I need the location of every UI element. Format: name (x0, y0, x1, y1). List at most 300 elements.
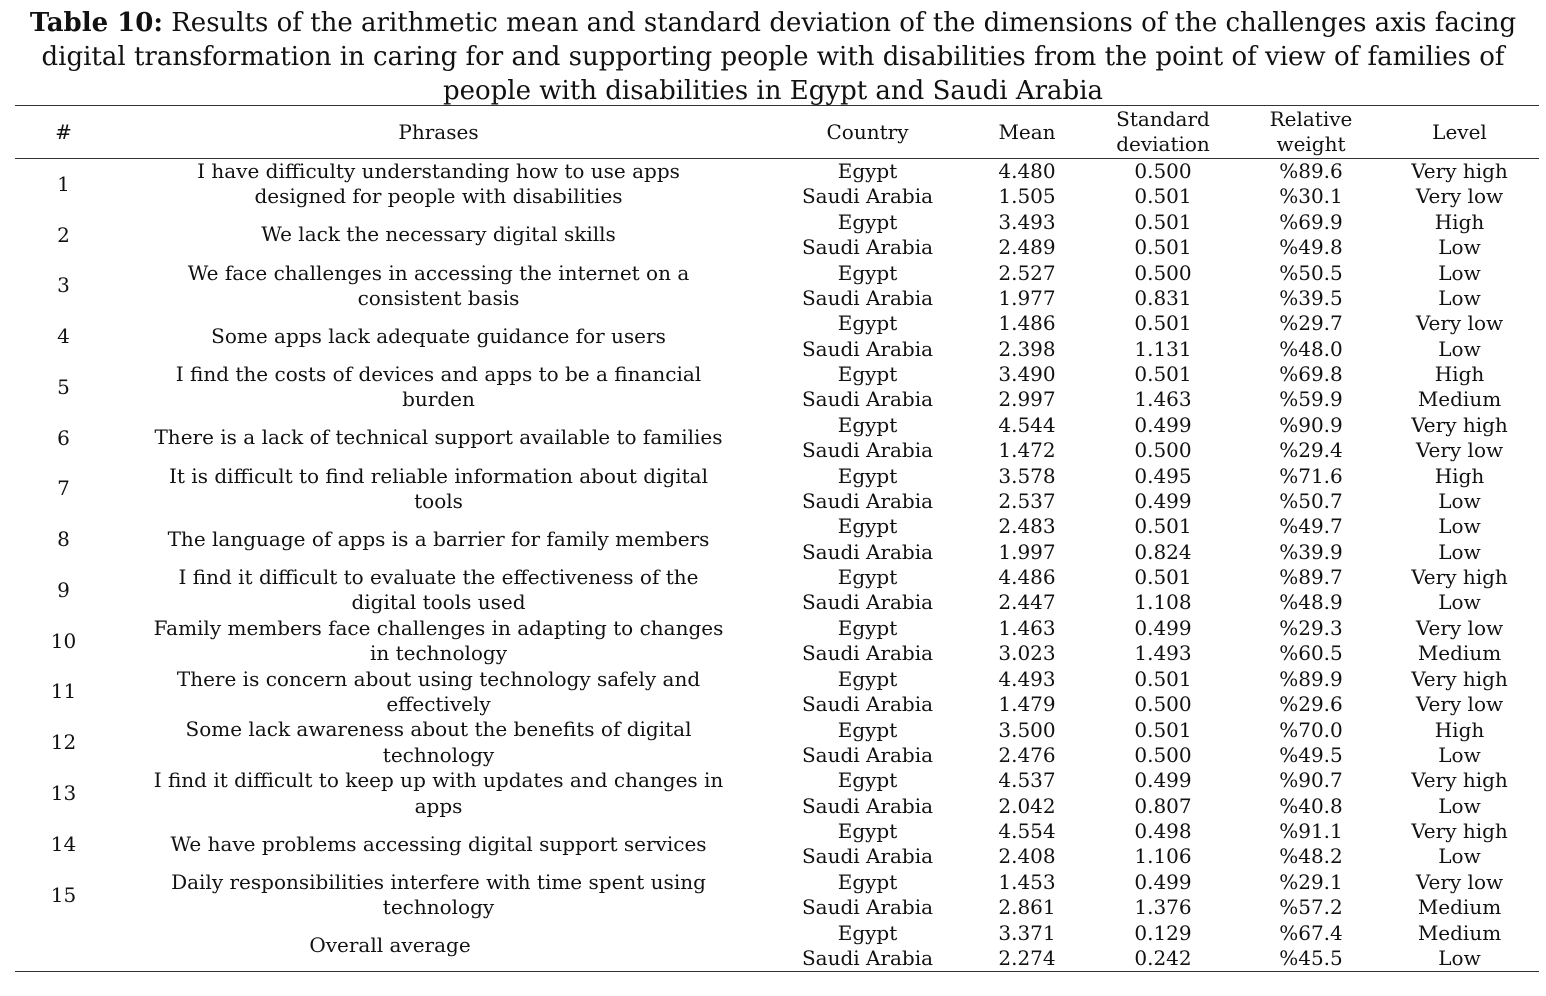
header-phrases: Phrases (112, 106, 765, 159)
header-country: Country (765, 106, 970, 159)
country-cell (765, 921, 970, 972)
row-number: 10 (50, 628, 77, 653)
standard-deviation-cell-egypt: 0.501 (1134, 565, 1192, 590)
row-number: 12 (50, 730, 77, 755)
mean-cell-saudi-arabia: 2.274 (998, 945, 1056, 970)
mean-cell-egypt: 2.527 (998, 260, 1056, 285)
phrase-cell (112, 667, 765, 718)
standard-deviation-cell-egypt: 0.500 (1134, 260, 1192, 285)
phrase-cell (112, 159, 765, 210)
relative-weight-cell (1242, 311, 1380, 362)
relative-weight-cell (1242, 413, 1380, 464)
row-number: 7 (57, 476, 70, 501)
relative-weight-cell-egypt: %91.1 (1279, 819, 1343, 844)
level-cell-saudi-arabia: Medium (1417, 641, 1502, 666)
country-cell (765, 413, 970, 464)
phrase-text: I find it difficult to evaluate the effectiveness of the digital tools used (178, 565, 699, 615)
standard-deviation-cell-egypt: 0.499 (1134, 615, 1192, 640)
country-cell-saudi-arabia: Saudi Arabia (801, 285, 934, 310)
country-cell-saudi-arabia: Saudi Arabia (801, 692, 934, 717)
standard-deviation-cell (1084, 413, 1242, 464)
level-cell (1380, 159, 1539, 210)
table-row (15, 667, 1539, 718)
standard-deviation-cell (1084, 261, 1242, 312)
standard-deviation-cell-egypt: 0.499 (1134, 869, 1192, 894)
relative-weight-cell-egypt: %70.0 (1279, 717, 1343, 742)
mean-cell-egypt: 1.463 (998, 615, 1056, 640)
standard-deviation-cell-saudi-arabia: 0.500 (1134, 692, 1192, 717)
country-cell (765, 616, 970, 667)
standard-deviation-cell-egypt: 0.501 (1134, 311, 1192, 336)
country-cell (765, 514, 970, 565)
mean-cell-egypt: 3.490 (998, 362, 1056, 387)
standard-deviation-cell (1084, 311, 1242, 362)
level-cell-egypt: Very high (1411, 159, 1508, 184)
mean-cell-saudi-arabia: 2.537 (998, 488, 1056, 513)
row-number: 11 (50, 679, 77, 704)
mean-cell (970, 870, 1084, 921)
phrase-text: I have difficulty understanding how to use apps designed for people with disabilities (197, 159, 680, 209)
relative-weight-cell-egypt: %49.7 (1279, 514, 1343, 539)
standard-deviation-cell-egypt: 0.501 (1134, 362, 1192, 387)
relative-weight-cell-saudi-arabia: %49.8 (1279, 235, 1343, 260)
mean-cell (970, 616, 1084, 667)
mean-cell-saudi-arabia: 2.408 (998, 844, 1056, 869)
level-cell-saudi-arabia: Very low (1415, 184, 1504, 209)
country-cell-egypt: Egypt (837, 209, 898, 234)
level-cell-egypt: High (1434, 717, 1485, 742)
level-cell (1380, 311, 1539, 362)
mean-cell (970, 717, 1084, 768)
row-number: 4 (57, 324, 70, 348)
mean-cell-egypt: 2.483 (998, 514, 1056, 539)
results-table (15, 105, 1539, 972)
level-cell-saudi-arabia: Low (1438, 742, 1481, 767)
table-row (15, 210, 1539, 261)
level-cell-egypt: Low (1438, 514, 1481, 539)
mean-cell-egypt: 3.578 (998, 463, 1056, 488)
country-cell-saudi-arabia: Saudi Arabia (801, 793, 934, 818)
level-cell (1380, 565, 1539, 616)
row-number: 5 (57, 374, 70, 399)
phrase-cell (112, 616, 765, 667)
table-row (15, 616, 1539, 667)
level-cell-egypt: Very low (1415, 615, 1504, 640)
standard-deviation-cell (1084, 514, 1242, 565)
country-cell-saudi-arabia: Saudi Arabia (801, 235, 934, 260)
mean-cell-saudi-arabia: 1.479 (998, 692, 1056, 717)
row-number: 8 (57, 527, 70, 551)
mean-cell-egypt: 4.486 (998, 565, 1056, 590)
mean-cell (970, 261, 1084, 312)
standard-deviation-cell-saudi-arabia: 0.831 (1134, 285, 1192, 310)
relative-weight-cell (1242, 667, 1380, 718)
mean-cell (970, 362, 1084, 413)
mean-cell (970, 413, 1084, 464)
country-cell-saudi-arabia: Saudi Arabia (801, 945, 934, 970)
phrase-cell (112, 311, 765, 362)
country-cell-egypt: Egypt (837, 869, 898, 894)
relative-weight-cell-saudi-arabia: %48.2 (1279, 844, 1343, 869)
country-cell-saudi-arabia: Saudi Arabia (801, 488, 934, 513)
phrase-text: Family members face challenges in adapting to changes in technology (153, 615, 724, 666)
relative-weight-cell (1242, 819, 1380, 870)
standard-deviation-cell-egypt: 0.499 (1134, 412, 1192, 437)
relative-weight-cell (1242, 921, 1380, 972)
level-cell-egypt: High (1434, 362, 1485, 387)
country-cell-egypt: Egypt (837, 565, 898, 590)
header-row (15, 106, 1539, 159)
level-cell-egypt: Very high (1411, 412, 1508, 437)
mean-cell-egypt: 4.537 (998, 768, 1056, 793)
level-cell-egypt: Medium (1417, 920, 1502, 945)
country-cell-egypt: Egypt (837, 920, 898, 945)
standard-deviation-cell-saudi-arabia: 0.500 (1134, 438, 1192, 463)
mean-cell-saudi-arabia: 1.505 (998, 184, 1056, 209)
mean-cell (970, 311, 1084, 362)
mean-cell (970, 667, 1084, 718)
phrase-text: Some lack awareness about the benefits of digital technology (185, 717, 692, 767)
relative-weight-cell-egypt: %29.3 (1279, 615, 1343, 640)
standard-deviation-cell-egypt: 0.129 (1134, 920, 1192, 945)
level-cell (1380, 616, 1539, 667)
row-number: 6 (57, 425, 70, 450)
phrase-cell (112, 261, 765, 312)
country-cell-egypt: Egypt (837, 514, 898, 539)
relative-weight-cell (1242, 210, 1380, 261)
country-cell-saudi-arabia: Saudi Arabia (801, 641, 934, 666)
table-row (15, 261, 1539, 312)
mean-cell (970, 768, 1084, 819)
mean-cell (970, 159, 1084, 210)
level-cell (1380, 768, 1539, 819)
standard-deviation-cell-saudi-arabia: 0.807 (1134, 793, 1192, 818)
country-cell (765, 717, 970, 768)
mean-cell (970, 464, 1084, 515)
country-cell (765, 159, 970, 210)
row-number: 9 (57, 577, 70, 602)
level-cell (1380, 261, 1539, 312)
level-cell (1380, 362, 1539, 413)
country-cell-egypt: Egypt (837, 159, 898, 184)
level-cell-saudi-arabia: Low (1438, 844, 1481, 869)
country-cell-saudi-arabia: Saudi Arabia (801, 336, 934, 361)
relative-weight-cell-saudi-arabia: %39.5 (1279, 285, 1343, 310)
country-cell-egypt: Egypt (837, 260, 898, 285)
country-cell (765, 464, 970, 515)
table-row (15, 311, 1539, 362)
standard-deviation-cell (1084, 768, 1242, 819)
mean-cell-saudi-arabia: 2.398 (998, 336, 1056, 361)
mean-cell-saudi-arabia: 2.042 (998, 793, 1056, 818)
header-number: # (15, 106, 112, 159)
relative-weight-cell-egypt: %29.1 (1279, 869, 1343, 894)
country-cell (765, 261, 970, 312)
country-cell-saudi-arabia: Saudi Arabia (801, 184, 934, 209)
table-row (15, 717, 1539, 768)
country-cell (765, 768, 970, 819)
relative-weight-cell-egypt: %29.7 (1279, 311, 1343, 336)
country-cell-egypt: Egypt (837, 768, 898, 793)
standard-deviation-cell (1084, 616, 1242, 667)
phrase-text: There is a lack of technical support available to families (154, 425, 723, 450)
country-cell-saudi-arabia: Saudi Arabia (801, 438, 934, 463)
level-cell-saudi-arabia: Low (1438, 336, 1481, 361)
country-cell-egypt: Egypt (837, 666, 898, 691)
relative-weight-cell-egypt: %50.5 (1279, 260, 1343, 285)
standard-deviation-cell-saudi-arabia: 0.242 (1134, 945, 1192, 970)
phrase-text: Some apps lack adequate guidance for users (211, 323, 666, 348)
table-row (15, 870, 1539, 921)
country-cell-egypt: Egypt (837, 412, 898, 437)
header-relative-weight: Relative weight (1242, 106, 1380, 159)
mean-cell (970, 819, 1084, 870)
mean-cell-saudi-arabia: 2.476 (998, 742, 1056, 767)
level-cell-saudi-arabia: Low (1438, 285, 1481, 310)
relative-weight-cell (1242, 616, 1380, 667)
standard-deviation-cell (1084, 565, 1242, 616)
relative-weight-cell-egypt: %69.8 (1279, 362, 1343, 387)
mean-cell-saudi-arabia: 2.997 (998, 387, 1056, 412)
level-cell-saudi-arabia: Medium (1417, 895, 1502, 920)
relative-weight-cell-saudi-arabia: %30.1 (1279, 184, 1343, 209)
mean-cell-saudi-arabia: 2.489 (998, 235, 1056, 260)
relative-weight-cell-saudi-arabia: %57.2 (1279, 895, 1343, 920)
row-number: 13 (50, 781, 77, 805)
phrase-cell (112, 464, 765, 515)
level-cell-egypt: Very high (1411, 565, 1508, 590)
country-cell (765, 210, 970, 261)
standard-deviation-cell-saudi-arabia: 1.376 (1134, 895, 1192, 920)
phrase-text: The language of apps is a barrier for family members (167, 526, 710, 551)
relative-weight-cell-egypt: %69.9 (1279, 209, 1343, 234)
standard-deviation-cell (1084, 717, 1242, 768)
mean-cell (970, 921, 1084, 972)
level-cell (1380, 667, 1539, 718)
level-cell (1380, 210, 1539, 261)
phrase-cell (112, 514, 765, 565)
country-cell (765, 311, 970, 362)
standard-deviation-cell (1084, 667, 1242, 718)
level-cell-saudi-arabia: Low (1438, 488, 1481, 513)
level-cell-saudi-arabia: Very low (1415, 438, 1504, 463)
mean-cell-egypt: 1.486 (998, 311, 1056, 336)
relative-weight-cell-egypt: %71.6 (1279, 463, 1343, 488)
mean-cell-egypt: 3.371 (998, 920, 1056, 945)
standard-deviation-cell-saudi-arabia: 0.499 (1134, 488, 1192, 513)
country-cell (765, 565, 970, 616)
phrase-cell (112, 565, 765, 616)
caption-label: Table 10: (29, 8, 163, 38)
level-cell-saudi-arabia: Very low (1415, 692, 1504, 717)
standard-deviation-cell (1084, 464, 1242, 515)
relative-weight-cell (1242, 870, 1380, 921)
level-cell (1380, 464, 1539, 515)
mean-cell-egypt: 4.493 (998, 666, 1056, 691)
relative-weight-cell-egypt: %89.6 (1279, 159, 1343, 184)
standard-deviation-cell (1084, 870, 1242, 921)
standard-deviation-cell (1084, 210, 1242, 261)
standard-deviation-cell-egypt: 0.501 (1134, 717, 1192, 742)
relative-weight-cell-egypt: %90.7 (1279, 768, 1343, 793)
standard-deviation-cell (1084, 159, 1242, 210)
mean-cell-egypt: 3.500 (998, 717, 1056, 742)
standard-deviation-cell-saudi-arabia: 1.131 (1134, 336, 1192, 361)
table-caption (12, 6, 1534, 108)
relative-weight-cell (1242, 565, 1380, 616)
standard-deviation-cell-saudi-arabia: 1.463 (1134, 387, 1192, 412)
mean-cell-egypt: 4.554 (998, 819, 1056, 844)
relative-weight-cell-egypt: %67.4 (1279, 920, 1343, 945)
mean-cell (970, 514, 1084, 565)
standard-deviation-cell-saudi-arabia: 1.108 (1134, 590, 1192, 615)
relative-weight-cell (1242, 768, 1380, 819)
table-row (15, 565, 1539, 616)
relative-weight-cell-egypt: %89.7 (1279, 565, 1343, 590)
level-cell (1380, 413, 1539, 464)
relative-weight-cell-saudi-arabia: %29.6 (1279, 692, 1343, 717)
standard-deviation-cell-saudi-arabia: 1.106 (1134, 844, 1192, 869)
relative-weight-cell-saudi-arabia: %39.9 (1279, 539, 1343, 564)
level-cell-saudi-arabia: Low (1438, 235, 1481, 260)
table-row (15, 819, 1539, 870)
phrase-cell (112, 768, 765, 819)
relative-weight-cell-saudi-arabia: %59.9 (1279, 387, 1343, 412)
level-cell-egypt: Low (1438, 260, 1481, 285)
table-row (15, 464, 1539, 515)
row-number: 3 (57, 273, 70, 298)
mean-cell-saudi-arabia: 1.472 (998, 438, 1056, 463)
level-cell-saudi-arabia: Low (1438, 945, 1481, 970)
table-row (15, 768, 1539, 819)
row-number: 15 (50, 882, 77, 907)
row-number: 14 (50, 831, 77, 856)
standard-deviation-cell-egypt: 0.501 (1134, 209, 1192, 234)
level-cell-egypt: Very low (1415, 869, 1504, 894)
country-cell-egypt: Egypt (837, 615, 898, 640)
country-cell-saudi-arabia: Saudi Arabia (801, 742, 934, 767)
standard-deviation-cell-saudi-arabia: 0.500 (1134, 742, 1192, 767)
country-cell (765, 819, 970, 870)
level-cell-egypt: Very high (1411, 666, 1508, 691)
overall-average-row (15, 921, 1539, 972)
row-number: 1 (57, 171, 70, 196)
country-cell-egypt: Egypt (837, 717, 898, 742)
mean-cell-saudi-arabia: 2.861 (998, 895, 1056, 920)
phrase-cell (112, 870, 765, 921)
mean-cell-egypt: 4.480 (998, 159, 1056, 184)
table-row (15, 362, 1539, 413)
header-level: Level (1380, 106, 1539, 159)
phrase-text: We lack the necessary digital skills (261, 222, 616, 247)
relative-weight-cell-egypt: %89.9 (1279, 666, 1343, 691)
mean-cell-egypt: 3.493 (998, 209, 1056, 234)
table-row (15, 413, 1539, 464)
relative-weight-cell (1242, 261, 1380, 312)
level-cell (1380, 870, 1539, 921)
phrase-text: Daily responsibilities interfere with time spent using technology (171, 869, 706, 920)
relative-weight-cell-saudi-arabia: %50.7 (1279, 488, 1343, 513)
phrase-text: We have problems accessing digital support services (170, 831, 707, 856)
level-cell-egypt: Very low (1415, 311, 1504, 336)
relative-weight-cell-egypt: %90.9 (1279, 412, 1343, 437)
standard-deviation-cell (1084, 819, 1242, 870)
phrase-cell (112, 819, 765, 870)
level-cell (1380, 819, 1539, 870)
level-cell (1380, 514, 1539, 565)
relative-weight-cell-saudi-arabia: %40.8 (1279, 793, 1343, 818)
standard-deviation-cell-egypt: 0.501 (1134, 514, 1192, 539)
relative-weight-cell-saudi-arabia: %45.5 (1279, 945, 1343, 970)
phrase-text: I find it difficult to keep up with updates and changes in apps (153, 768, 724, 818)
standard-deviation-cell-saudi-arabia: 0.501 (1134, 184, 1192, 209)
level-cell-egypt: Very high (1411, 768, 1508, 793)
standard-deviation-cell-egypt: 0.495 (1134, 463, 1192, 488)
level-cell-egypt: High (1434, 463, 1485, 488)
standard-deviation-cell-egypt: 0.501 (1134, 666, 1192, 691)
country-cell-saudi-arabia: Saudi Arabia (801, 895, 934, 920)
country-cell-egypt: Egypt (837, 311, 898, 336)
table-row (15, 159, 1539, 210)
country-cell-saudi-arabia: Saudi Arabia (801, 590, 934, 615)
level-cell-saudi-arabia: Low (1438, 590, 1481, 615)
country-cell-saudi-arabia: Saudi Arabia (801, 539, 934, 564)
table-row (15, 514, 1539, 565)
mean-cell-saudi-arabia: 3.023 (998, 641, 1056, 666)
relative-weight-cell-saudi-arabia: %48.0 (1279, 336, 1343, 361)
relative-weight-cell-saudi-arabia: %29.4 (1279, 438, 1343, 463)
level-cell-saudi-arabia: Low (1438, 539, 1481, 564)
standard-deviation-cell-saudi-arabia: 1.493 (1134, 641, 1192, 666)
row-number: 2 (57, 222, 70, 247)
relative-weight-cell (1242, 717, 1380, 768)
standard-deviation-cell (1084, 921, 1242, 972)
relative-weight-cell-saudi-arabia: %49.5 (1279, 742, 1343, 767)
header-standard-deviation: Standard deviation (1084, 106, 1242, 159)
country-cell-egypt: Egypt (837, 819, 898, 844)
level-cell-egypt: High (1434, 209, 1485, 234)
relative-weight-cell (1242, 362, 1380, 413)
phrase-cell (112, 717, 765, 768)
mean-cell-egypt: 1.453 (998, 869, 1056, 894)
level-cell-saudi-arabia: Low (1438, 793, 1481, 818)
country-cell (765, 870, 970, 921)
relative-weight-cell-saudi-arabia: %60.5 (1279, 641, 1343, 666)
relative-weight-cell (1242, 514, 1380, 565)
country-cell-saudi-arabia: Saudi Arabia (801, 387, 934, 412)
phrase-text: I find the costs of devices and apps to be a financial burden (175, 362, 702, 412)
standard-deviation-cell-saudi-arabia: 0.501 (1134, 235, 1192, 260)
relative-weight-cell-saudi-arabia: %48.9 (1279, 590, 1343, 615)
standard-deviation-cell-egypt: 0.499 (1134, 768, 1192, 793)
phrase-cell (112, 362, 765, 413)
level-cell-saudi-arabia: Medium (1417, 387, 1502, 412)
phrase-text: It is difficult to find reliable information about digital tools (169, 463, 708, 513)
phrase-cell (112, 413, 765, 464)
standard-deviation-cell-saudi-arabia: 0.824 (1134, 539, 1192, 564)
caption-text: Results of the arithmetic mean and standard deviation of the dimensions of the challenges axis facing digital transformation in caring for and supporting people with disabilities from the point of view of families of people with disabilities in Egypt and Saudi Arabia (41, 8, 1517, 106)
country-cell (765, 667, 970, 718)
header-mean: Mean (970, 106, 1084, 159)
mean-cell-saudi-arabia: 2.447 (998, 590, 1056, 615)
country-cell-egypt: Egypt (837, 362, 898, 387)
mean-cell-saudi-arabia: 1.977 (998, 285, 1056, 310)
overall-average-label: Overall average (15, 921, 765, 972)
mean-cell-saudi-arabia: 1.997 (998, 539, 1056, 564)
mean-cell-egypt: 4.544 (998, 412, 1056, 437)
mean-cell (970, 565, 1084, 616)
relative-weight-cell (1242, 464, 1380, 515)
